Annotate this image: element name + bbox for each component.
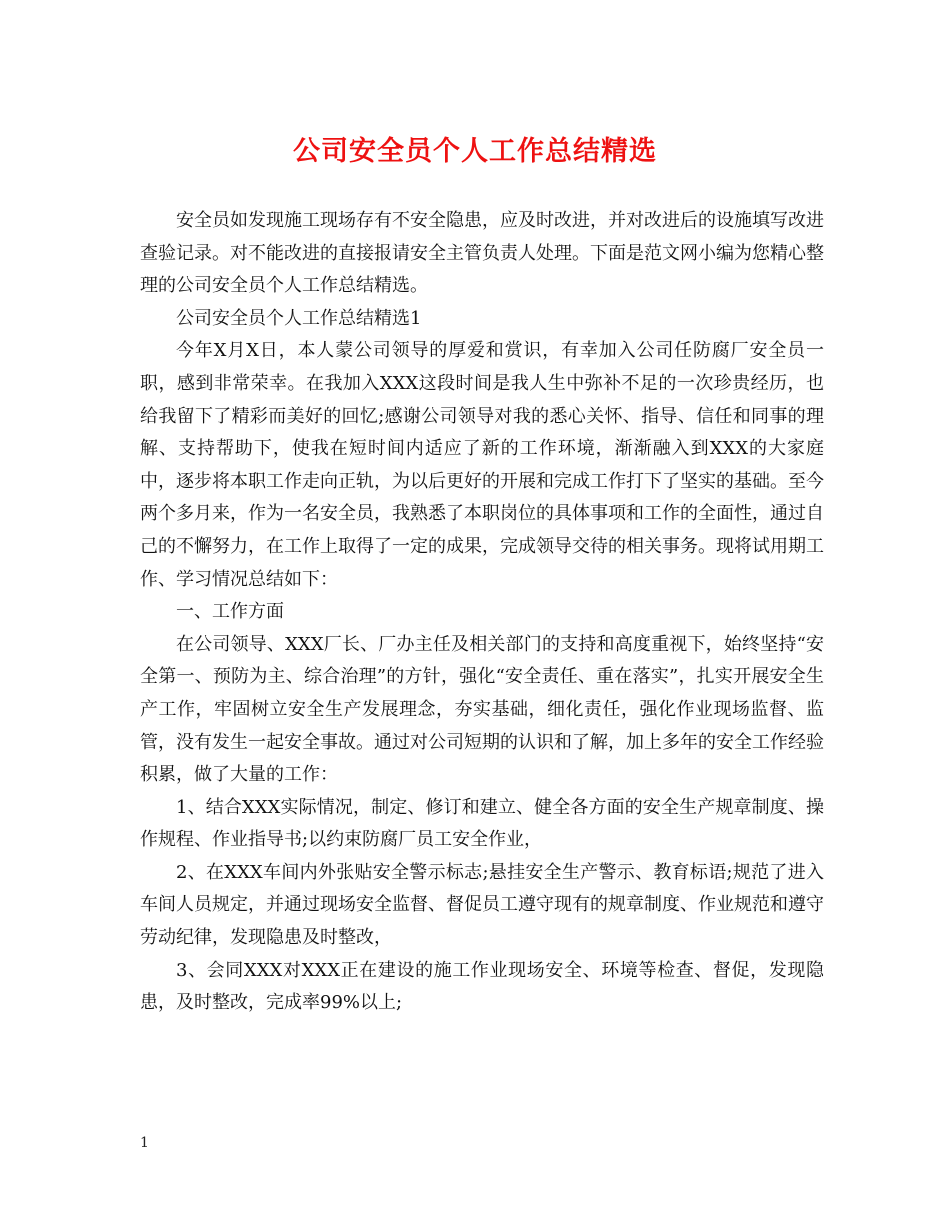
list-item-3: 3、会同XXX对XXX正在建设的施工作业现场安全、环境等检查、督促，发现隐患，及时整改，完成率99%以上;	[140, 959, 824, 1014]
body-paragraph: 今年X月X日，本人蒙公司领导的厚爱和赏识，有幸加入公司任防腐厂安全员一职，感到非常荣幸。在我加入XXX这段时间是我人生中弥补不足的一次珍贵经历，也给我留下了精彩而美好的回忆;感谢公司领导对我的悉心关怀、指导、信任和同事的理解、支持帮助下，使我在短时间内适应了新的工作环境，渐渐融入到XXX的大家庭中，逐步将本职工作走向正轨，为以后更好的开展和完成工作打下了坚实的基础。至今两个多月来，作为一名安全员，我熟悉了本职岗位的具体事项和工作的全面性，通过自己的不懈努力，在工作上取得了一定的成果，完成领导交待的相关事务。现将试用期工作、学习情况总结如下：	[140, 340, 824, 590]
list-item-1: 1、结合XXX实际情况，制定、修订和建立、健全各方面的安全生产规章制度、操作规程、作业指导书;以约束防腐厂员工安全作业，	[140, 796, 824, 851]
intro-paragraph: 安全员如发现施工现场存有不安全隐患，应及时改进，并对改进后的设施填写改进查验记录。对不能改进的直接报请安全主管负责人处理。下面是范文网小编为您精心整理的公司安全员个人工作总结精选。	[140, 210, 824, 297]
page-number: 1	[140, 1135, 149, 1151]
subsection-heading-work: 一、工作方面	[176, 601, 284, 623]
document-title: 公司安全员个人工作总结精选	[293, 136, 657, 167]
section-heading-1: 公司安全员个人工作总结精选1	[176, 307, 422, 329]
list-item-2: 2、在XXX车间内外张贴安全警示标志;悬挂安全生产警示、教育标语;规范了进入车间人员规定，并通过现场安全监督、督促员工遵守现有的规章制度、作业规范和遵守劳动纪律，发现隐患及时整改，	[140, 861, 824, 949]
body-paragraph: 在公司领导、XXX厂长、厂办主任及相关部门的支持和高度重视下，始终坚持“安全第一、预防为主、综合治理”的方针，强化“安全责任、重在落实”，扎实开展安全生产工作，牢固树立安全生产发展理念，夯实基础，细化责任，强化作业现场监督、监管，没有发生一起安全事故。通过对公司短期的认识和了解，加上多年的安全工作经验积累，做了大量的工作：	[140, 633, 824, 786]
document-body	[140, 205, 824, 1020]
